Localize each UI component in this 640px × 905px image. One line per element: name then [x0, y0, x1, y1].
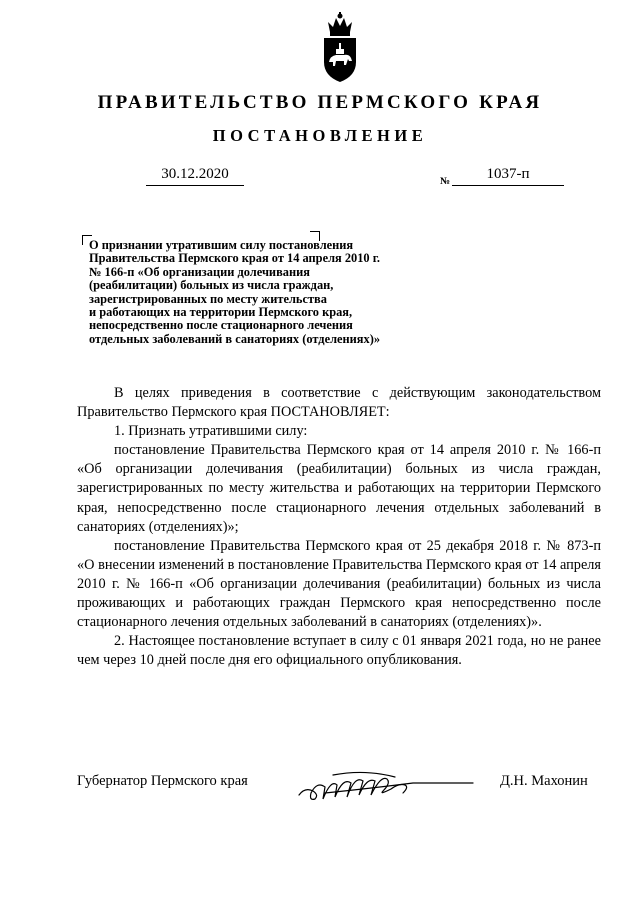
signer-name: Д.Н. Махонин [500, 773, 588, 789]
title-line: и работающих на территории Пермского края, [89, 305, 353, 320]
title-line: зарегистрированных по месту жительства [89, 291, 327, 306]
signature-icon [295, 765, 475, 805]
title-line: № 166-п «Об организации долечивания [89, 264, 310, 279]
title-line: непосредственно после стационарного лечения [89, 318, 353, 333]
title-line: Правительства Пермского края от 14 апреля 2010 г. [89, 251, 381, 266]
title-line: (реабилитации) больных из числа граждан, [89, 278, 334, 293]
signer-position: Губернатор Пермского края [77, 773, 248, 789]
body-paragraph-item-2: 2. Настоящее постановление вступает в силу с 01 января 2021 года, но не ранее чем через 10 дней после дня его официального опубликования. [77, 633, 601, 669]
organization-name: ПРАВИТЕЛЬСТВО ПЕРМСКОГО КРАЯ [97, 92, 543, 113]
document-title [89, 239, 509, 346]
number-sign: № [440, 176, 451, 187]
document-type: ПОСТАНОВЛЕНИЕ [212, 126, 428, 145]
body-paragraph-preamble: В целях приведения в соответствие с действующим законодательством Правительство Пермского края ПОСТАНОВЛЯЕТ: [77, 385, 601, 421]
title-line: отдельных заболеваний в санаториях (отделениях)» [89, 331, 381, 346]
body-paragraph-repealed-act-1: постановление Правительства Пермского края от 14 апреля 2010 г. № 166-п «Об организации долечивания (реабилитации) больных из числа граждан, зарегистрированных по месту жительства и работающих на территории Пермского края, непосредственно после стационарного лечения отдельных заболеваний в санаториях (отделениях)»; [77, 442, 601, 535]
document-date: 30.12.2020 [146, 166, 244, 186]
document-number: 1037-п [452, 166, 564, 186]
coat-of-arms-icon [318, 12, 362, 84]
document-body [77, 384, 601, 670]
body-paragraph-item-1: 1. Признать утратившими силу: [114, 423, 308, 440]
body-paragraph-repealed-act-2: постановление Правительства Пермского края от 25 декабря 2018 г. № 873-п «О внесении изменений в постановление Правительства Пермского края от 14 апреля 2010 г. № 166-п «Об организации долечивания (реабилитации) больных из числа проживающих и работающих граждан Пермского края непосредственно после стационарного лечения отдельных заболеваний в санаториях (отделениях)». [77, 537, 601, 631]
title-line: О признании утратившим силу постановления [89, 238, 354, 252]
